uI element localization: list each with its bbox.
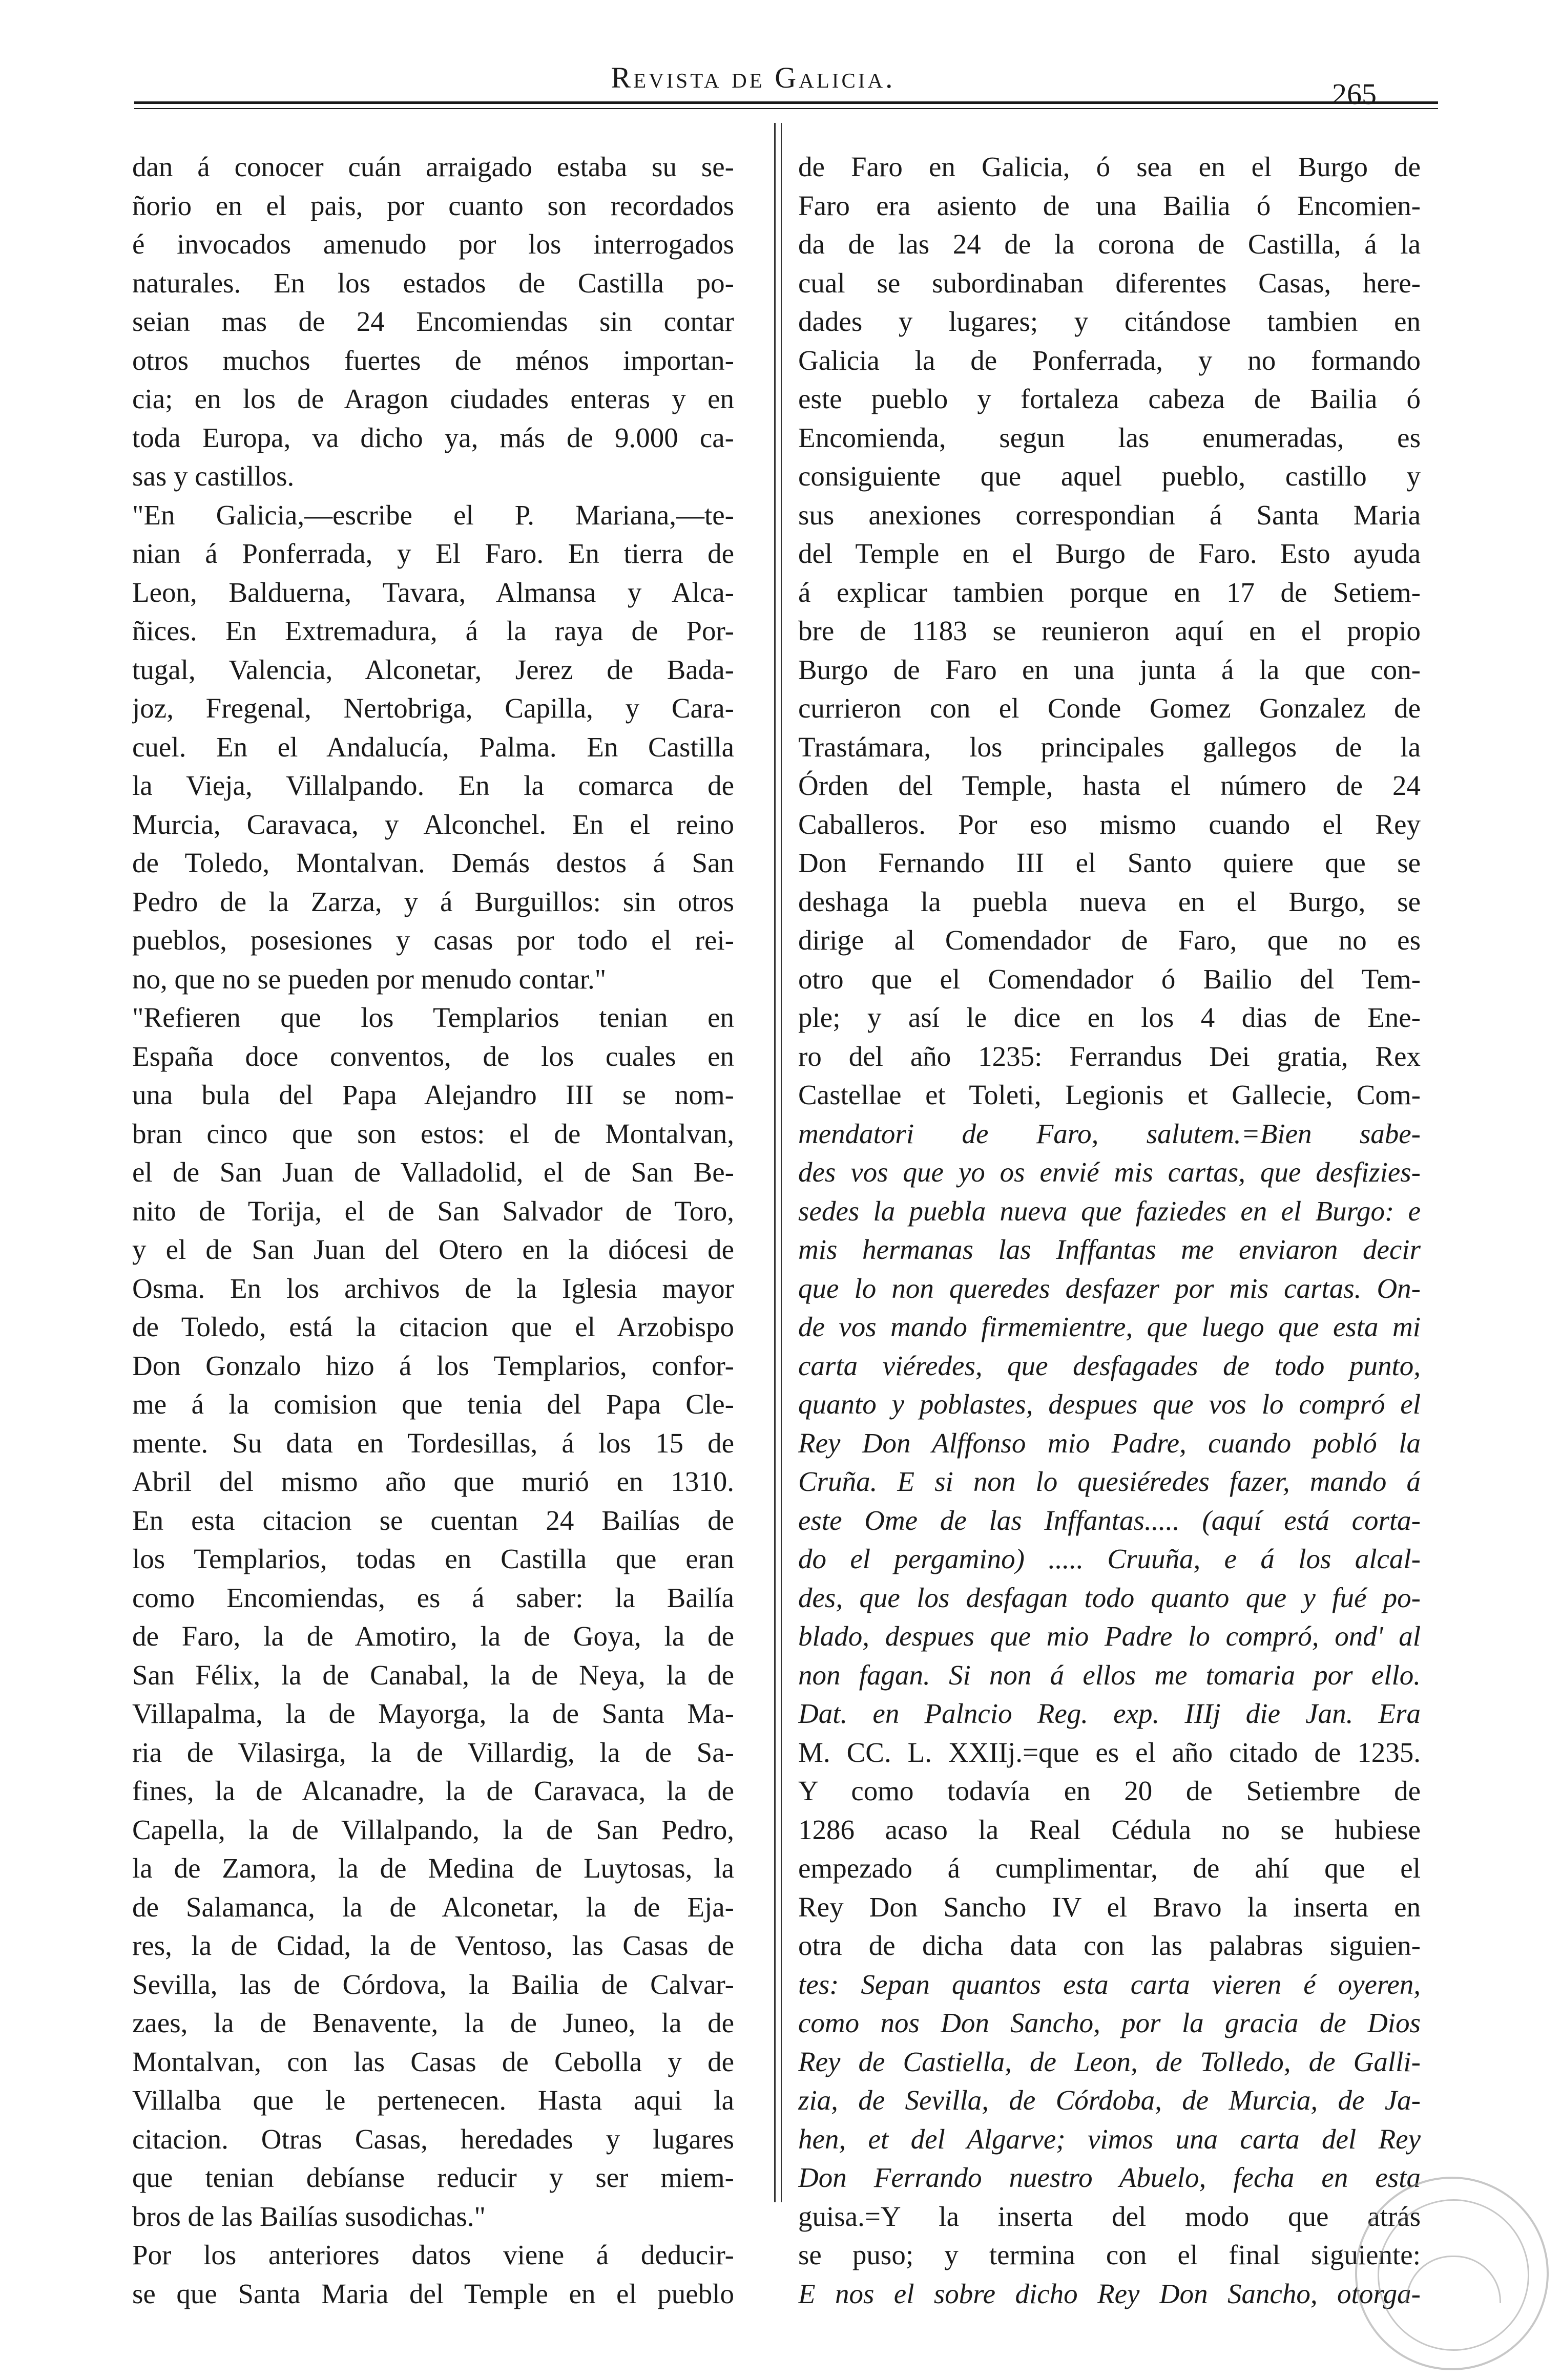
text-line: deshaga la puebla nueva en el Burgo, se	[798, 886, 1421, 917]
text-line: España doce conventos, de los cuales en	[132, 1040, 734, 1072]
text-line: toda Europa, va dicho ya, más de 9.000 ca-	[132, 422, 734, 453]
text-line: fines, la de Alcanadre, la de Caravaca, la de	[132, 1775, 734, 1806]
text-line: Cruña. E si non lo quesiéredes fazer, mando á	[798, 1466, 1421, 1497]
text-line: bran cinco que son estos: el de Montalvan,	[132, 1118, 734, 1149]
header-rule	[134, 101, 1438, 104]
text-line: Faro era asiento de una Bailia ó Encomien-	[798, 189, 1421, 221]
text-line: tugal, Valencia, Alconetar, Jerez de Bada-	[132, 654, 734, 685]
text-line: bre de 1183 se reunieron aquí en el propio	[798, 615, 1421, 646]
text-line: Leon, Balduerna, Tavara, Almansa y Alca-	[132, 576, 734, 608]
text-line: no, que no se pueden por menudo contar."	[132, 963, 607, 995]
text-line: da de las 24 de la corona de Castilla, á la	[798, 228, 1421, 260]
text-line: ro del año 1235: Ferrandus Dei gratia, Rex	[798, 1040, 1421, 1072]
text-line: del Temple en el Burgo de Faro. Esto ayuda	[798, 538, 1421, 569]
text-line: este pueblo y fortaleza cabeza de Bailia ó	[798, 383, 1421, 414]
text-line: des vos que yo os envié mis cartas, que desfizies-	[798, 1156, 1421, 1188]
text-line: zaes, la de Benavente, la de Juneo, la de	[132, 2007, 734, 2038]
right-column	[798, 148, 1421, 2313]
text-line: otros muchos fuertes de ménos importan-	[132, 344, 734, 376]
text-line: Montalvan, con las Casas de Cebolla y de	[132, 2046, 734, 2077]
text-line: quanto y poblastes, despues que vos lo compró el	[798, 1388, 1421, 1420]
text-line: se puso; y termina con el final siguiente:	[798, 2239, 1421, 2270]
text-line: de Faro, la de Amotiro, la de Goya, la de	[132, 1620, 734, 1652]
text-line: Osma. En los archivos de la Iglesia mayor	[132, 1272, 734, 1304]
text-line: á explicar tambien porque en 17 de Setiem-	[798, 576, 1421, 608]
column-divider	[774, 123, 776, 2202]
text-line: res, la de Cidad, la de Ventoso, las Casas de	[132, 1930, 734, 1961]
text-line: como Encomiendas, es á saber: la Bailía	[132, 1582, 734, 1613]
text-line: de vos mando firmemientre, que luego que esta mi	[798, 1311, 1421, 1342]
text-line: Galicia la de Ponferrada, y no formando	[798, 344, 1421, 376]
text-line: consiguiente que aquel pueblo, castillo y	[798, 460, 1421, 492]
text-line: el de San Juan de Valladolid, el de San Be-	[132, 1156, 734, 1188]
text-line: Don Gonzalo hizo á los Templarios, confor-	[132, 1350, 734, 1381]
text-line: dan á conocer cuán arraigado estaba su se-	[132, 151, 734, 182]
text-line: se que Santa Maria del Temple en el pueblo	[132, 2278, 734, 2309]
text-line: de Faro en Galicia, ó sea en el Burgo de	[798, 151, 1421, 182]
text-line: Por los anteriores datos viene á deducir-	[132, 2239, 734, 2270]
column-divider-secondary	[781, 123, 782, 2202]
text-line: San Félix, la de Canabal, la de Neya, la de	[132, 1659, 734, 1691]
text-line: carta viéredes, que desfagades de todo punto,	[798, 1350, 1421, 1381]
text-line: "Refieren que los Templarios tenian en	[132, 1002, 734, 1033]
text-line: mente. Su data en Tordesillas, á los 15 de	[132, 1427, 734, 1459]
text-line: currieron con el Conde Gomez Gonzalez de	[798, 692, 1421, 724]
text-line: joz, Fregenal, Nertobriga, Capilla, y Cara-	[132, 692, 734, 724]
text-line: nito de Torija, el de San Salvador de Toro,	[132, 1195, 734, 1227]
page-number: 265	[1332, 77, 1377, 111]
text-line: este Ome de las Inffantas..... (aquí está corta-	[798, 1504, 1421, 1536]
text-line: ria de Vilasirga, la de Villardig, la de Sa-	[132, 1736, 734, 1768]
text-line: En esta citacion se cuentan 24 Bailías de	[132, 1504, 734, 1536]
text-line: y el de San Juan del Otero en la diócesi de	[132, 1234, 734, 1265]
text-line: E nos el sobre dicho Rey Don Sancho, otorga-	[798, 2278, 1421, 2309]
text-line: ñorio en el pais, por cuanto son recordados	[132, 189, 734, 221]
text-line: otro que el Comendador ó Bailio del Tem-	[798, 963, 1421, 995]
text-line: Rey Don Sancho IV el Bravo la inserta en	[798, 1891, 1421, 1923]
text-line: "En Galicia,—escribe el P. Mariana,—te-	[132, 499, 734, 531]
text-line: Villalba que le pertenecen. Hasta aqui la	[132, 2084, 734, 2116]
text-line: sedes la puebla nueva que faziedes en el Burgo: e	[798, 1195, 1421, 1227]
text-line: mis hermanas las Inffantas me enviaron decir	[798, 1234, 1421, 1265]
text-line: pueblos, posesiones y casas por todo el rei-	[132, 924, 734, 956]
text-line: blado, despues que mio Padre lo compró, ond' al	[798, 1620, 1421, 1652]
text-line: M. CC. L. XXIIj.=que es el año citado de 1235.	[798, 1736, 1421, 1768]
text-line: tes: Sepan quantos esta carta vieren é oyeren,	[798, 1968, 1421, 2000]
text-line: Villapalma, la de Mayorga, la de Santa Ma-	[132, 1698, 734, 1729]
text-line: Dat. en Palncio Reg. exp. IIIj die Jan. Era	[798, 1698, 1421, 1729]
text-line: ple; y así le dice en los 4 dias de Ene-	[798, 1002, 1421, 1033]
text-line: Burgo de Faro en una junta á la que con-	[798, 654, 1421, 685]
text-line: Caballeros. Por eso mismo cuando el Rey	[798, 808, 1421, 840]
text-line: de Salamanca, la de Alconetar, la de Eja-	[132, 1891, 734, 1923]
text-line: Y como todavía en 20 de Setiembre de	[798, 1775, 1421, 1806]
text-line: Trastámara, los principales gallegos de la	[798, 731, 1421, 763]
text-line: mendatori de Faro, salutem.=Bien sabe-	[798, 1118, 1421, 1149]
text-line: Sevilla, las de Córdova, la Bailia de Calvar-	[132, 1968, 734, 2000]
text-line: Encomienda, segun las enumeradas, es	[798, 422, 1421, 453]
text-line: Abril del mismo año que murió en 1310.	[132, 1466, 734, 1497]
text-line: los Templarios, todas en Castilla que eran	[132, 1543, 734, 1574]
text-line: naturales. En los estados de Castilla po-	[132, 267, 734, 299]
text-line: des, que los desfagan todo quanto que y fué po-	[798, 1582, 1421, 1613]
text-line: guisa.=Y la inserta del modo que atrás	[798, 2200, 1421, 2232]
text-line: cuel. En el Andalucía, Palma. En Castilla	[132, 731, 734, 763]
academy-seal	[1355, 2177, 1549, 2370]
text-line: Rey de Castiella, de Leon, de Tolledo, de Galli-	[798, 2046, 1421, 2077]
text-line: de Toledo, está la citacion que el Arzobispo	[132, 1311, 734, 1342]
running-header: Revista de Galicia.	[611, 61, 896, 94]
text-line: dirige al Comendador de Faro, que no es	[798, 924, 1421, 956]
text-line: de Toledo, Montalvan. Demás destos á San	[132, 847, 734, 878]
text-line: Murcia, Caravaca, y Alconchel. En el reino	[132, 808, 734, 840]
text-line: nian á Ponferrada, y El Faro. En tierra de	[132, 538, 734, 569]
text-line: 1286 acaso la Real Cédula no se hubiese	[798, 1814, 1421, 1845]
text-line: sus anexiones correspondian á Santa Maria	[798, 499, 1421, 531]
text-line: la Vieja, Villalpando. En la comarca de	[132, 770, 734, 801]
text-line: otra de dicha data con las palabras siguien-	[798, 1930, 1421, 1961]
text-line: como nos Don Sancho, por la gracia de Dios	[798, 2007, 1421, 2038]
text-line: é invocados amenudo por los interrogados	[132, 228, 734, 260]
text-line: Castellae et Toleti, Legionis et Gallecie, Com-	[798, 1079, 1421, 1110]
text-line: Don Fernando III el Santo quiere que se	[798, 847, 1421, 878]
text-line: la de Zamora, la de Medina de Luytosas, la	[132, 1852, 734, 1884]
text-line: hen, et del Algarve; vimos una carta del Rey	[798, 2123, 1421, 2155]
text-line: cual se subordinaban diferentes Casas, here-	[798, 267, 1421, 299]
text-line: Rey Don Alffonso mio Padre, cuando pobló la	[798, 1427, 1421, 1459]
text-line: una bula del Papa Alejandro III se nom-	[132, 1079, 734, 1110]
text-line: do el pergamino) ..... Cruuña, e á los alcal-	[798, 1543, 1421, 1574]
text-line: cia; en los de Aragon ciudades enteras y en	[132, 383, 734, 414]
text-line: zia, de Sevilla, de Córdoba, de Murcia, de Ja-	[798, 2084, 1421, 2116]
text-line: Capella, la de Villalpando, la de San Pedro,	[132, 1814, 734, 1845]
text-line: que tenian debíanse reducir y ser miem-	[132, 2162, 734, 2193]
text-line: Órden del Temple, hasta el número de 24	[798, 770, 1421, 801]
left-column	[132, 148, 734, 2313]
text-line: bros de las Bailías susodichas."	[132, 2200, 486, 2232]
text-line: non fagan. Si non á ellos me tomaria por ello.	[798, 1659, 1421, 1691]
text-line: dades y lugares; y citándose tambien en	[798, 306, 1421, 337]
text-line: me á la comision que tenia del Papa Cle-	[132, 1388, 734, 1420]
text-line: empezado á cumplimentar, de ahí que el	[798, 1852, 1421, 1884]
text-line: que lo non queredes desfazer por mis cartas. On-	[798, 1272, 1421, 1304]
text-line: Pedro de la Zarza, y á Burguillos: sin otros	[132, 886, 734, 917]
text-line: ñices. En Extremadura, á la raya de Por-	[132, 615, 734, 646]
text-line: sas y castillos.	[132, 460, 295, 492]
text-line: seian mas de 24 Encomiendas sin contar	[132, 306, 734, 337]
text-line: citacion. Otras Casas, heredades y lugares	[132, 2123, 734, 2155]
header-rule-thin	[134, 108, 1438, 109]
text-line: Don Ferrando nuestro Abuelo, fecha en esta	[798, 2162, 1421, 2193]
